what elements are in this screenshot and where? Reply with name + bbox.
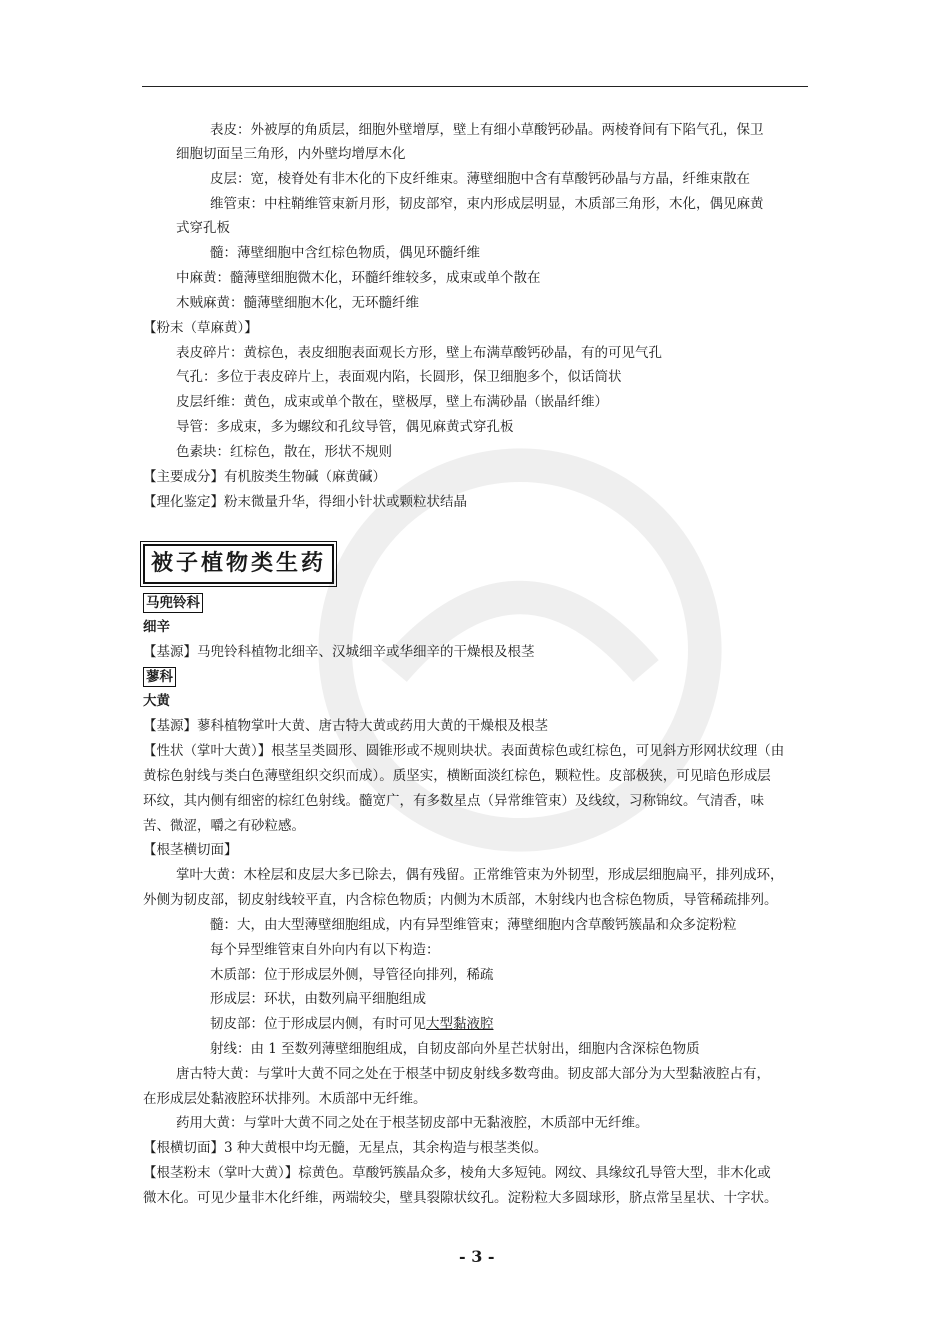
list-item: 表皮碎片：黄棕色，表皮细胞表面观长方形，壁上布满草酸钙砂晶，有的可见气孔 (176, 345, 662, 361)
paragraph-line: 药用大黄：与掌叶大黄不同之处在于根茎韧皮部中无黏液腔，木质部中无纤维。 (176, 1115, 649, 1131)
section-label: 【根茎横切面】 (143, 842, 238, 858)
paragraph-line: 式穿孔板 (176, 220, 230, 236)
list-item: 色素块：红棕色，散在，形状不规则 (176, 444, 392, 460)
paragraph-line: 在形成层处黏液腔环状排列。木质部中无纤维。 (143, 1091, 427, 1107)
drug-title: 大黄 (143, 693, 170, 709)
paragraph-line: 髓：薄壁细胞中含红棕色物质，偶见环髓纤维 (210, 245, 480, 261)
paragraph-line: 掌叶大黄：木栓层和皮层大多已除去，偶有残留。正常维管束为外韧型，形成层细胞扁平，排列成环， (176, 867, 784, 883)
family-title: 蓼科 (143, 667, 176, 687)
paragraph-line: 环纹，其内侧有细密的棕红色射线。髓宽广，有多数星点（异常维管束）及线纹，习称锦纹。气清香，味 (143, 793, 764, 809)
paragraph-line: 皮层：宽，棱脊处有非木化的下皮纤维束。薄壁细胞中含有草酸钙砂晶与方晶，纤维束散在 (210, 171, 750, 187)
paragraph-line: 【根茎粉末（掌叶大黄）】棕黄色。草酸钙簇晶众多，棱角大多短钝。网纹、具缘纹孔导管大型，非木化或 (143, 1165, 771, 1181)
paragraph-line: 髓：大，由大型薄壁细胞组成，内有异型维管束；薄壁细胞内含草酸钙簇晶和众多淀粉粒 (210, 917, 737, 933)
header-rule (142, 86, 808, 87)
page-number: - 3 - (459, 1247, 495, 1266)
paragraph-line: 射线：由 1 至数列薄壁细胞组成，自韧皮部向外星芒状射出，细胞内含深棕色物质 (210, 1041, 700, 1057)
drug-title: 细辛 (143, 619, 170, 635)
paragraph-line: 维管束：中柱鞘维管束新月形，韧皮部窄，束内形成层明显，木质部三角形，木化，偶见麻黄 (210, 196, 764, 212)
paragraph-line: 【基源】蓼科植物掌叶大黄、唐古特大黄或药用大黄的干燥根及根茎 (143, 718, 548, 734)
paragraph-line: 形成层：环状，由数列扁平细胞组成 (210, 991, 426, 1007)
paragraph-line: 木质部：位于形成层外侧，导管径向排列，稀疏 (210, 967, 494, 983)
paragraph-line: 黄棕色射线与类白色薄壁组织交织而成）。质坚实，横断面淡红棕色，颗粒性。皮部极狭，可见暗色形成层 (143, 768, 771, 784)
paragraph-line: 微木化。可见少量非木化纤维，两端较尖，壁具裂隙状纹孔。淀粉粒大多圆球形，脐点常呈星状、十字状。 (143, 1190, 778, 1206)
paragraph-line: 唐古特大黄：与掌叶大黄不同之处在于根茎中韧皮射线多数弯曲。韧皮部大部分为大型黏液腔占有， (176, 1066, 770, 1082)
paragraph-line (210, 1015, 494, 1033)
paragraph-line: 细胞切面呈三角形，内外壁均增厚木化 (176, 146, 406, 162)
list-item: 气孔：多位于表皮碎片上，表面观内陷，长圆形，保卫细胞多个，似话筒状 (176, 369, 622, 385)
section-label: 【理化鉴定】粉末微量升华，得细小针状或颗粒状结晶 (143, 494, 467, 510)
paragraph-line: 苦、微涩，嚼之有砂粒感。 (143, 818, 305, 834)
underlined-term: 大型黏液腔 (426, 1016, 494, 1032)
paragraph-line: 外侧为韧皮部，韧皮射线较平直，内含棕色物质；内侧为木质部，木射线内也含棕色物质，导管稀疏排列。 (143, 892, 778, 908)
list-item: 导管：多成束，多为螺纹和孔纹导管，偶见麻黄式穿孔板 (176, 419, 514, 435)
paragraph-line: 中麻黄：髓薄壁细胞微木化，环髓纤维较多，成束或单个散在 (176, 270, 541, 286)
section-label: 【主要成分】有机胺类生物碱（麻黄碱） (143, 469, 386, 485)
section-label: 【根横切面】3 种大黄根中均无髓，无星点，其余构造与根茎类似。 (143, 1140, 548, 1156)
section-label: 【粉末（草麻黄）】 (143, 320, 258, 336)
paragraph-line: 木贼麻黄：髓薄壁细胞木化，无环髓纤维 (176, 295, 419, 311)
family-title: 马兜铃科 (143, 593, 203, 613)
renpibu-text: 韧皮部：位于形成层内侧，有时可见 (210, 1016, 426, 1032)
paragraph-line: 【性状（掌叶大黄）】根茎呈类圆形、圆锥形或不规则块状。表面黄棕色或红棕色，可见斜方形网状纹理（由 (143, 743, 785, 759)
chapter-heading: 被子植物类生药 (143, 544, 334, 584)
paragraph-line: 每个异型维管束自外向内有以下构造： (210, 942, 440, 958)
paragraph-line: 表皮：外被厚的角质层，细胞外壁增厚，壁上有细小草酸钙砂晶。两棱脊间有下陷气孔，保卫 (210, 122, 764, 138)
list-item: 皮层纤维：黄色，成束或单个散在，壁极厚，壁上布满砂晶（嵌晶纤维） (176, 394, 608, 410)
paragraph-line: 【基源】马兜铃科植物北细辛、汉城细辛或华细辛的干燥根及根茎 (143, 644, 535, 660)
